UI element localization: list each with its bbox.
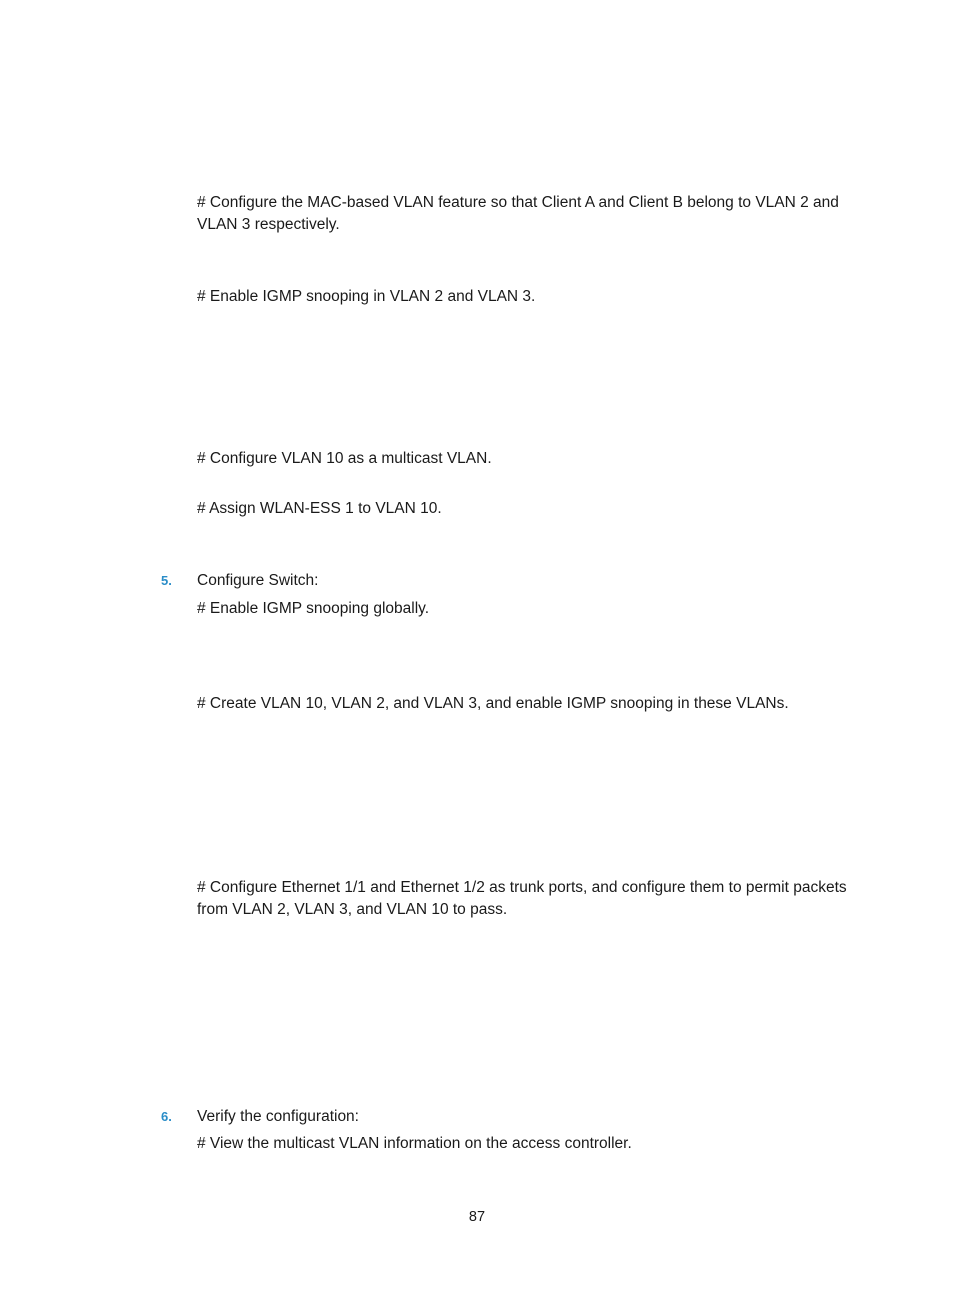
paragraph-enable-igmp-vlan: # Enable IGMP snooping in VLAN 2 and VLAN 3. <box>197 288 536 305</box>
step-label-configure-switch: Configure Switch: <box>197 572 319 589</box>
paragraph-multicast-vlan: # Configure VLAN 10 as a multicast VLAN. <box>197 450 492 467</box>
paragraph-create-vlans: # Create VLAN 10, VLAN 2, and VLAN 3, and enable IGMP snooping in these VLANs. <box>197 695 789 712</box>
step-label-verify: Verify the configuration: <box>197 1108 359 1125</box>
paragraph-assign-wlan-ess: # Assign WLAN-ESS 1 to VLAN 10. <box>197 500 442 517</box>
page-number: 87 <box>468 1209 486 1225</box>
step-number-5: 5. <box>161 573 172 588</box>
paragraph-trunk-ports: # Configure Ethernet 1/1 and Ethernet 1/2 as trunk ports, and configure them to permit packets from VLAN 2, VLAN 3, and VLAN 10 to pass. <box>197 879 847 918</box>
paragraph-view-multicast-vlan: # View the multicast VLAN information on the access controller. <box>197 1135 632 1152</box>
paragraph-enable-igmp-globally: # Enable IGMP snooping globally. <box>197 600 430 617</box>
step-number-6: 6. <box>161 1109 172 1124</box>
paragraph-mac-vlan: # Configure the MAC-based VLAN feature so that Client A and Client B belong to VLAN 2 and VLAN 3 respectively. <box>197 194 839 233</box>
